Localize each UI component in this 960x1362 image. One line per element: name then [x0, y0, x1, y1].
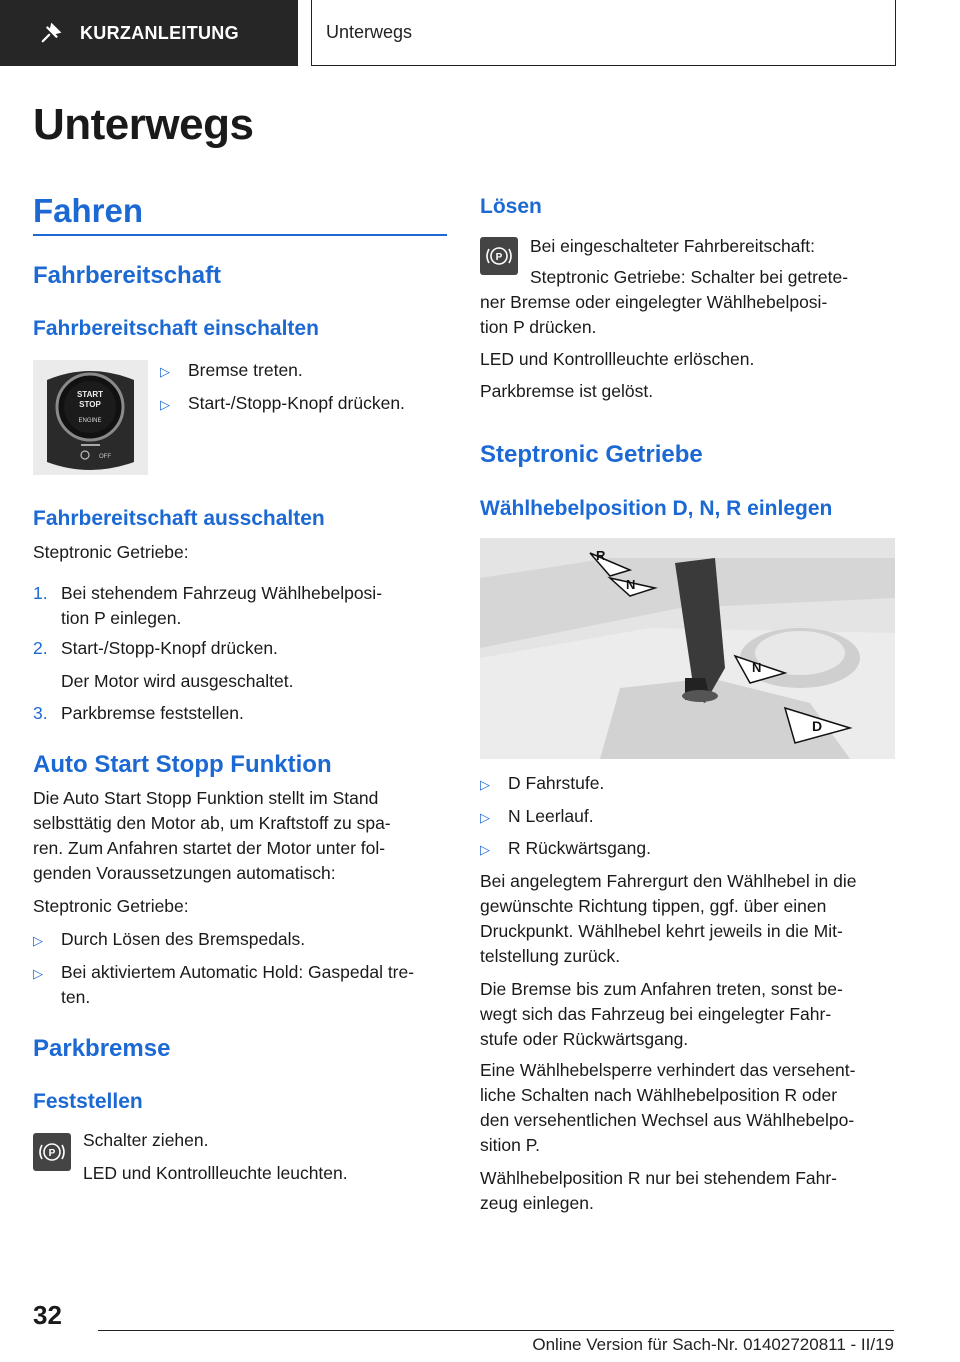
loesen-line1: Bei eingeschalteter Fahrbereitschaft:: [530, 236, 816, 256]
loesen-continuation: ner Bremse oder eingelegter Wählhebelposi- tion P drücken.: [480, 292, 828, 337]
list-item: ▷ Bei aktiviertem Automatic Hold: Gaspedal tre- ten.: [33, 960, 414, 1010]
list-item: 1. Bei stehendem Fahrzeug Wählhebelposi- tion P einlegen.: [33, 583, 383, 628]
heading-feststellen: Feststellen: [33, 1090, 143, 1113]
stop-label: STOP: [79, 400, 101, 409]
triangle-bullet-icon: ▷: [480, 842, 490, 857]
header-tab-label: KURZANLEITUNG: [80, 22, 239, 43]
auto-start-intro: Steptronic Getriebe:: [33, 896, 189, 916]
loesen-line2: Steptronic Getriebe: Schalter bei getrete-: [530, 267, 849, 287]
paragraph-fahrergurt: Bei angelegtem Fahrergurt den Wählhebel in die gewünschte Richtung tippen, ggf. über einen Druckpunkt. Wählhebel kehrt jeweils in die Mit- telstellung zurück.: [480, 871, 857, 966]
list-item: ▷ R Rückwärtsgang.: [480, 836, 651, 862]
triangle-bullet-icon: ▷: [480, 777, 490, 792]
auto-start-paragraph: Die Auto Start Stopp Funktion stellt im Stand selbsttätig den Motor ab, um Kraftstoff zu spa- ren. Zum Anfahren startet der Motor unter fol- genden Voraussetzungen automatisch:: [33, 788, 391, 883]
gear-label-d: D: [812, 718, 823, 734]
heading-fahren: Fahren: [33, 192, 144, 229]
heading-ausschalten: Fahrbereitschaft ausschalten: [33, 507, 325, 530]
triangle-bullet-icon: ▷: [33, 933, 43, 948]
list-item: ▷ Durch Lösen des Bremspedals.: [33, 927, 305, 953]
footer-rule: [98, 1330, 894, 1331]
parking-brake-icon: [480, 237, 518, 275]
heading-steptronic: Steptronic Getriebe: [480, 441, 703, 468]
engine-label: ENGINE: [78, 418, 102, 424]
header-section: [311, 0, 896, 66]
svg-text:P: P: [495, 252, 503, 263]
gear-label-n-upper: N: [626, 577, 636, 592]
gear-selector-image: [480, 538, 895, 759]
list-item: 2. Start-/Stopp-Knopf drücken.: [33, 638, 278, 658]
paragraph-bremse: Die Bremse bis zum Anfahren treten, sonst be- wegt sich das Fahrzeug bei eingelegter Fahr- stufe oder Rückwärtsgang.: [480, 979, 843, 1049]
page-number: 32: [33, 1300, 62, 1330]
footer-version-text: Online Version für Sach-Nr. 01402720811 - II/19: [532, 1335, 894, 1354]
loesen-led-text: LED und Kontrollleuchte erlöschen.: [480, 349, 755, 369]
list-item: ▷ Bremse treten.: [160, 358, 303, 384]
heading-loesen: Lösen: [480, 195, 542, 218]
page-title: Unterwegs: [33, 100, 254, 149]
paragraph-waehlhebelsperre: Eine Wählhebelsperre verhindert das versehent- liche Schalten nach Wählhebelposition R oder den versehentlichen Wechsel aus Wählhebelpo- sition P.: [480, 1060, 856, 1155]
heading-auto-start-stopp: Auto Start Stopp Funktion: [33, 751, 332, 778]
paragraph-position-r: Wählhebelposition R nur bei stehendem Fahr- zeug einlegen.: [480, 1168, 837, 1213]
start-label: START: [76, 390, 104, 399]
off-label: OFF: [99, 454, 111, 460]
triangle-bullet-icon: ▷: [160, 364, 170, 379]
list-item: 3. Parkbremse feststellen.: [33, 703, 244, 723]
list-item: Der Motor wird ausgeschaltet.: [61, 671, 294, 691]
parking-brake-icon: [33, 1133, 71, 1171]
ausschalten-intro: Steptronic Getriebe:: [33, 542, 189, 562]
heading-rule: [33, 234, 447, 236]
heading-waehlhebel: Wählhebelposition D, N, R einlegen: [480, 497, 833, 520]
pin-icon: [40, 22, 62, 44]
heading-einschalten: Fahrbereitschaft einschalten: [33, 317, 319, 340]
list-item: ▷ Start-/Stopp-Knopf drücken.: [160, 391, 405, 417]
svg-text:P: P: [48, 1148, 56, 1159]
loesen-released-text: Parkbremse ist gelöst.: [480, 381, 654, 401]
feststellen-text: Schalter ziehen. LED und Kontrollleuchte leuchten.: [83, 1130, 348, 1183]
header-section-label: Unterwegs: [326, 22, 413, 42]
list-item: ▷ N Leerlauf.: [480, 804, 594, 830]
heading-parkbremse: Parkbremse: [33, 1035, 171, 1062]
list-item: ▷ D Fahrstufe.: [480, 771, 604, 797]
triangle-bullet-icon: ▷: [33, 966, 43, 981]
start-stop-button-image: [33, 360, 148, 475]
heading-fahrbereitschaft: Fahrbereitschaft: [33, 262, 222, 289]
triangle-bullet-icon: ▷: [480, 810, 490, 825]
gear-label-n: N: [752, 660, 762, 675]
triangle-bullet-icon: ▷: [160, 397, 170, 412]
header-tab-kurzanleitung[interactable]: [0, 0, 298, 66]
gear-label-r: R: [596, 548, 606, 563]
